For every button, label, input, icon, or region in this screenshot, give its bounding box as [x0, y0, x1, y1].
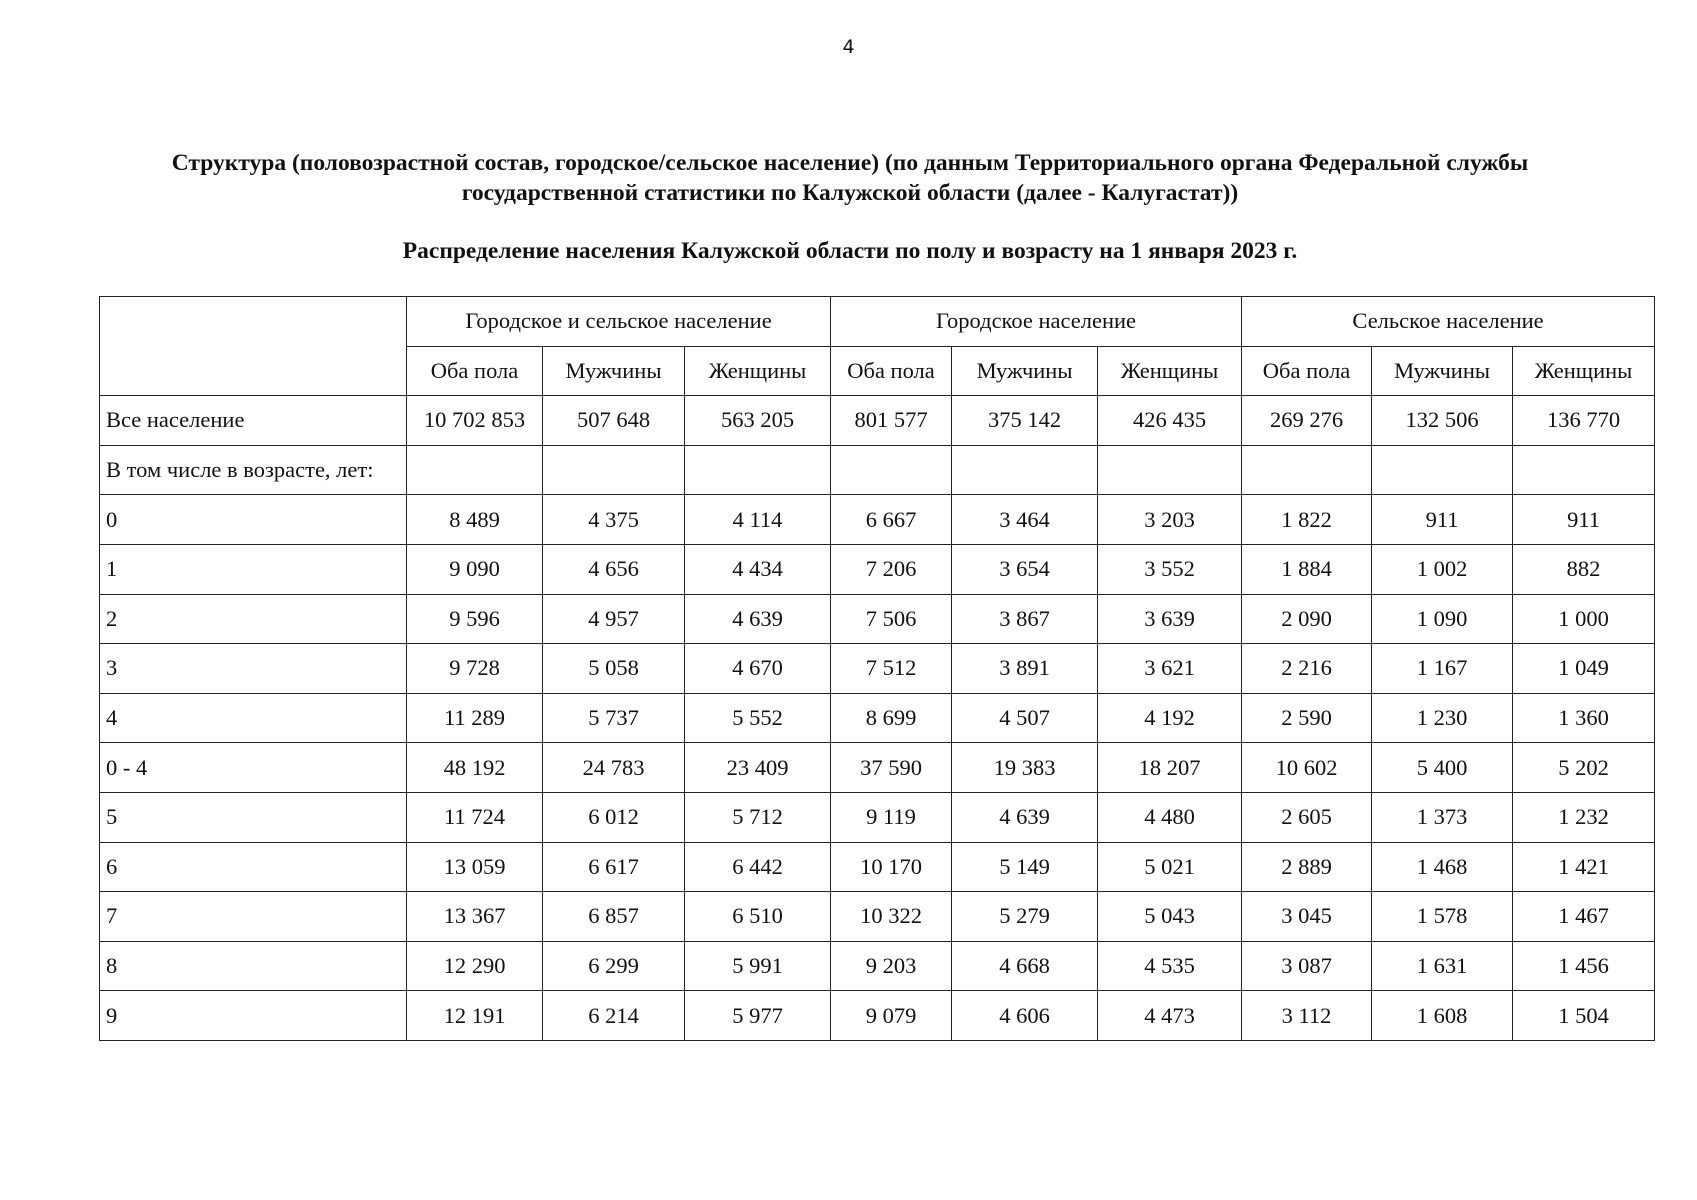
table-cell: 882 — [1513, 544, 1655, 594]
table-cell — [1513, 445, 1655, 495]
table-cell: 1 002 — [1372, 544, 1513, 594]
table-title: Распределение населения Калужской области по полу и возрасту на 1 января 2023 г. — [402, 238, 1298, 264]
header-total-both: Оба пола — [407, 346, 543, 396]
table-cell: 426 435 — [1098, 396, 1242, 446]
header-rural-women: Женщины — [1513, 346, 1655, 396]
row-label: 1 — [100, 544, 407, 594]
table-cell: 4 535 — [1098, 941, 1242, 991]
table-cell: 6 617 — [543, 842, 685, 892]
table-cell: 5 400 — [1372, 743, 1513, 793]
table-cell: 1 456 — [1513, 941, 1655, 991]
table-cell: 12 191 — [407, 991, 543, 1041]
row-label: В том числе в возрасте, лет: — [100, 445, 407, 495]
table-cell: 4 473 — [1098, 991, 1242, 1041]
table-cell: 801 577 — [831, 396, 952, 446]
table-cell — [952, 445, 1098, 495]
table-cell: 6 012 — [543, 792, 685, 842]
table-row — [100, 941, 1655, 991]
table-cell: 1 822 — [1242, 495, 1372, 545]
table-cell: 8 699 — [831, 693, 952, 743]
table-cell: 6 510 — [685, 892, 831, 942]
table-row — [100, 842, 1655, 892]
table-cell: 2 216 — [1242, 644, 1372, 694]
table-cell: 1 373 — [1372, 792, 1513, 842]
table-cell: 4 192 — [1098, 693, 1242, 743]
table-cell: 3 867 — [952, 594, 1098, 644]
row-label: 2 — [100, 594, 407, 644]
header-corner-cell — [100, 297, 407, 396]
header-rural-both: Оба пола — [1242, 346, 1372, 396]
header-group-urban: Городское население — [831, 297, 1242, 347]
document-title — [80, 148, 1620, 208]
table-cell: 10 602 — [1242, 743, 1372, 793]
table-cell — [1372, 445, 1513, 495]
row-label: 8 — [100, 941, 407, 991]
table-cell: 7 206 — [831, 544, 952, 594]
table-cell: 375 142 — [952, 396, 1098, 446]
table-row — [100, 644, 1655, 694]
table-cell: 1 360 — [1513, 693, 1655, 743]
table-cell: 132 506 — [1372, 396, 1513, 446]
table-cell: 6 214 — [543, 991, 685, 1041]
table-cell: 10 702 853 — [407, 396, 543, 446]
table-cell: 6 857 — [543, 892, 685, 942]
table-cell: 4 114 — [685, 495, 831, 545]
table-cell: 4 957 — [543, 594, 685, 644]
row-label: 3 — [100, 644, 407, 694]
row-label: 0 — [100, 495, 407, 545]
table-cell — [407, 445, 543, 495]
row-label: 4 — [100, 693, 407, 743]
table-cell: 1 467 — [1513, 892, 1655, 942]
table-cell: 1 232 — [1513, 792, 1655, 842]
table-cell: 2 605 — [1242, 792, 1372, 842]
row-label: 0 - 4 — [100, 743, 407, 793]
table-cell: 9 203 — [831, 941, 952, 991]
table-cell: 5 737 — [543, 693, 685, 743]
document-title-line-2: государственной статистики по Калужской области (далее - Калугастат)) — [461, 180, 1239, 206]
table-cell: 1 884 — [1242, 544, 1372, 594]
table-cell: 563 205 — [685, 396, 831, 446]
table-cell: 5 712 — [685, 792, 831, 842]
row-label: 9 — [100, 991, 407, 1041]
table-cell: 3 464 — [952, 495, 1098, 545]
table-cell: 9 079 — [831, 991, 952, 1041]
header-urban-both: Оба пола — [831, 346, 952, 396]
table-cell: 9 119 — [831, 792, 952, 842]
table-cell: 5 043 — [1098, 892, 1242, 942]
table-cell — [831, 445, 952, 495]
table-cell: 1 504 — [1513, 991, 1655, 1041]
table-row — [100, 792, 1655, 842]
table-row — [100, 544, 1655, 594]
table-cell: 3 045 — [1242, 892, 1372, 942]
table-cell: 48 192 — [407, 743, 543, 793]
header-urban-women: Женщины — [1098, 346, 1242, 396]
table-cell — [685, 445, 831, 495]
population-table — [99, 296, 1655, 1041]
table-cell: 5 058 — [543, 644, 685, 694]
table-cell: 1 090 — [1372, 594, 1513, 644]
table-cell: 9 728 — [407, 644, 543, 694]
table-cell: 136 770 — [1513, 396, 1655, 446]
table-cell: 4 606 — [952, 991, 1098, 1041]
table-cell: 4 507 — [952, 693, 1098, 743]
table-cell: 3 891 — [952, 644, 1098, 694]
table-cell: 37 590 — [831, 743, 952, 793]
table-row — [100, 693, 1655, 743]
table-cell: 13 059 — [407, 842, 543, 892]
table-row — [100, 743, 1655, 793]
table-cell: 6 299 — [543, 941, 685, 991]
table-cell: 8 489 — [407, 495, 543, 545]
table-cell: 4 668 — [952, 941, 1098, 991]
header-group-rural: Сельское население — [1242, 297, 1655, 347]
table-cell: 19 383 — [952, 743, 1098, 793]
row-label: 5 — [100, 792, 407, 842]
table-cell — [1242, 445, 1372, 495]
table-cell: 5 991 — [685, 941, 831, 991]
table-cell: 24 783 — [543, 743, 685, 793]
table-cell: 5 279 — [952, 892, 1098, 942]
table-cell: 1 578 — [1372, 892, 1513, 942]
table-header-row-groups — [100, 297, 1655, 347]
header-group-total: Городское и сельское население — [407, 297, 831, 347]
table-cell: 507 648 — [543, 396, 685, 446]
table-cell: 5 977 — [685, 991, 831, 1041]
table-cell: 5 202 — [1513, 743, 1655, 793]
table-row — [100, 991, 1655, 1041]
table-cell: 11 724 — [407, 792, 543, 842]
table-cell: 9 090 — [407, 544, 543, 594]
header-total-women: Женщины — [685, 346, 831, 396]
table-cell: 3 654 — [952, 544, 1098, 594]
table-cell: 9 596 — [407, 594, 543, 644]
table-cell: 4 670 — [685, 644, 831, 694]
table-cell: 911 — [1372, 495, 1513, 545]
table-cell: 3 112 — [1242, 991, 1372, 1041]
table-cell: 6 442 — [685, 842, 831, 892]
table-cell: 4 639 — [952, 792, 1098, 842]
table-cell: 13 367 — [407, 892, 543, 942]
table-cell: 269 276 — [1242, 396, 1372, 446]
table-cell: 23 409 — [685, 743, 831, 793]
page-number: 4 — [842, 36, 855, 58]
table-cell: 2 090 — [1242, 594, 1372, 644]
row-label: Все население — [100, 396, 407, 446]
row-label: 7 — [100, 892, 407, 942]
table-row — [100, 445, 1655, 495]
header-rural-men: Мужчины — [1372, 346, 1513, 396]
table-cell: 1 468 — [1372, 842, 1513, 892]
table-cell: 1 000 — [1513, 594, 1655, 644]
table-cell: 7 506 — [831, 594, 952, 644]
table-cell: 3 552 — [1098, 544, 1242, 594]
table-cell — [1098, 445, 1242, 495]
table-cell: 4 375 — [543, 495, 685, 545]
table-cell: 11 289 — [407, 693, 543, 743]
table-row — [100, 396, 1655, 446]
table-cell: 2 590 — [1242, 693, 1372, 743]
table-cell: 4 639 — [685, 594, 831, 644]
table-cell: 4 434 — [685, 544, 831, 594]
table-body — [100, 396, 1655, 1041]
table-cell: 2 889 — [1242, 842, 1372, 892]
header-total-men: Мужчины — [543, 346, 685, 396]
table-cell: 3 203 — [1098, 495, 1242, 545]
table-cell: 1 608 — [1372, 991, 1513, 1041]
table-cell: 1 167 — [1372, 644, 1513, 694]
table-row — [100, 594, 1655, 644]
table-cell: 5 021 — [1098, 842, 1242, 892]
document-title-line-1: Структура (половозрастной состав, городское/сельское население) (по данным Территориального органа Федеральной службы — [171, 150, 1529, 176]
table-cell: 1 421 — [1513, 842, 1655, 892]
table-cell: 1 631 — [1372, 941, 1513, 991]
table-cell: 10 170 — [831, 842, 952, 892]
table-cell: 1 230 — [1372, 693, 1513, 743]
table-cell: 10 322 — [831, 892, 952, 942]
table-cell: 3 087 — [1242, 941, 1372, 991]
table-cell: 5 552 — [685, 693, 831, 743]
table-cell: 12 290 — [407, 941, 543, 991]
table-cell: 911 — [1513, 495, 1655, 545]
table-cell: 4 656 — [543, 544, 685, 594]
table-cell: 4 480 — [1098, 792, 1242, 842]
row-label: 6 — [100, 842, 407, 892]
table-cell: 3 639 — [1098, 594, 1242, 644]
header-urban-men: Мужчины — [952, 346, 1098, 396]
table-cell: 7 512 — [831, 644, 952, 694]
table-cell: 6 667 — [831, 495, 952, 545]
table-cell: 3 621 — [1098, 644, 1242, 694]
table-cell: 18 207 — [1098, 743, 1242, 793]
table-cell: 1 049 — [1513, 644, 1655, 694]
table-cell: 5 149 — [952, 842, 1098, 892]
table-row — [100, 892, 1655, 942]
table-row — [100, 495, 1655, 545]
table-cell — [543, 445, 685, 495]
